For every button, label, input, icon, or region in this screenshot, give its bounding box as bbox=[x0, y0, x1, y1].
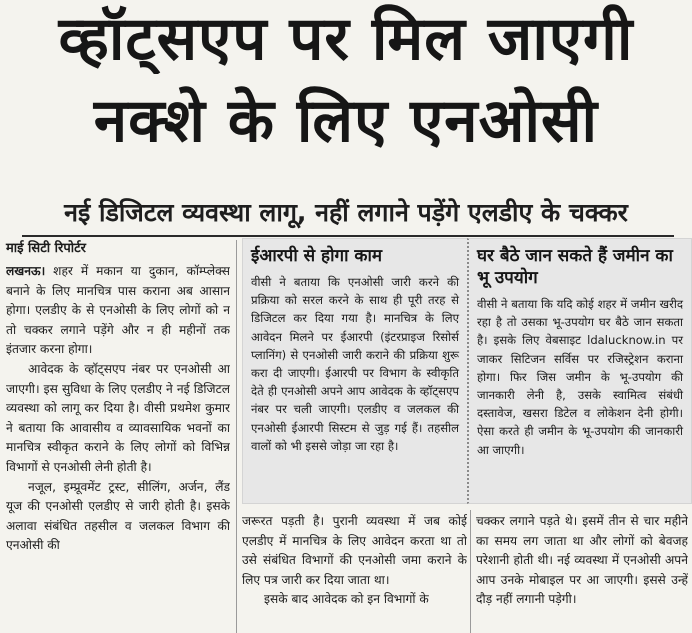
article-column-3 bbox=[476, 512, 688, 633]
article-paragraph: चक्कर लगाने पड़ते थे। इसमें तीन से चार महीने का समय लग जाता था और लोगों को बेवजह परेशानी होती थी। नई व्यवस्था में एनओसी अपने आप उनके मोबाइल पर आ जाएगी। इससे उन्हें दौड़ नहीं लगानी पड़ेगी। bbox=[476, 514, 688, 607]
sidebar-box-land-use bbox=[467, 238, 692, 504]
dateline: लखनऊ। bbox=[6, 264, 46, 278]
header-divider bbox=[22, 235, 674, 237]
box-title: घर बैठे जान सकते हैं जमीन का भू उपयोग bbox=[477, 246, 673, 288]
article-paragraph: नजूल, इम्प्रूवमेंट ट्रस्ट, सीलिंग, अर्जन, लैंड यूज की एनओसी एलडीए से जारी होती है। इसके अलावा संबंधित तहसील व जलकल विभाग की एनओसी की bbox=[6, 479, 230, 553]
column-divider bbox=[470, 510, 471, 633]
box-text: वीसी ने बताया कि यदि कोई शहर में जमीन खरीद रहा है तो उसका भू-उपयोग घर बैठे जान सकता है। इसके लिए वेबसाइट ldalucknow.in पर जाकर सिटिजन सर्विस पर रजिस्ट्रेशन कराना होगा। फिर जिस जमीन के भू-उपयोग की जानकारी लेनी है, उसके स्वामित्व संबंधी दस्तावेज, खसरा डिटेल व लोकेशन देनी होगी। ऐसा करते ही जमीन के भू-उपयोग की जानकारी आ जाएगी। bbox=[477, 297, 683, 457]
article-paragraph: इसके बाद आवेदक को इन विभागों के bbox=[264, 592, 429, 607]
article-column-2 bbox=[242, 512, 467, 633]
box-text: वीसी ने बताया कि एनओसी जारी करने की प्रक्रिया को सरल करने के साथ ही पूरी तरह से डिजिटल कर दिया गया है। मानचित्र के लिए आवेदन मिलने पर ईआरपी (इंटरप्राइज रिसोर्स प्लानिंग) से एनओसी जारी कराने की प्रक्रिया शुरू करा दी जाएगी। ईआरपी पर विभाग के स्वीकृति देते ही एनओसी अपने आप आवेदक के व्हॉट्सएप नंबर पर चली जाएगी। एलडीए व जलकल की एनओसी ईआरपी सिस्टम से जुड़ गई हैं। तहसील वालों को भी इससे जोड़ा जा रहा है। bbox=[251, 275, 459, 453]
byline: माई सिटी रिपोर्टर bbox=[6, 241, 86, 256]
article-paragraph: जरूरत पड़ती है। पुरानी व्यवस्था में जब कोई एलडीए में मानचित्र के लिए आवेदन करता था तो उसे संबंधित विभागों की एनओसी जमा कराने के लिए पत्र जारी कर दिया जाता था। bbox=[242, 514, 467, 587]
column-divider bbox=[236, 240, 237, 633]
article-paragraph bbox=[6, 262, 230, 360]
subheadline: नई डिजिटल व्यवस्था लागू, नहीं लगाने पड़ेंगे एलडीए के चक्कर bbox=[64, 198, 628, 227]
sidebar-box-erp bbox=[242, 238, 468, 504]
article-column-1 bbox=[6, 262, 230, 633]
paragraph-text: शहर में मकान या दुकान, कॉम्प्लेक्स बनाने के लिए मानचित्र पास कराना अब आसान होगा। एलडीए के से एनओसी के लिए लोगों को न तो चक्कर लगाने पड़ेंगे और न ही महीनों तक इंतजार करना होगा। bbox=[6, 264, 230, 357]
headline-line-2: नक्शे के लिए एनओसी bbox=[93, 86, 599, 156]
headline-line-1: व्हॉट्सएप पर मिल जाएगी bbox=[58, 4, 634, 74]
box-title: ईआरपी से होगा काम bbox=[251, 246, 383, 266]
article-paragraph: आवेदक के व्हॉट्सएप नंबर पर एनओसी आ जाएगी। इस सुविधा के लिए एलडीए ने नई डिजिटल व्यवस्था को लागू कर दिया है। वीसी प्रथमेश कुमार ने बताया कि आवासीय व व्यावसायिक भवनों का मानचित्र स्वीकृत कराने के लिए लोगों को विभिन्न विभागों से एनओसी लेनी होती है। bbox=[6, 361, 230, 474]
